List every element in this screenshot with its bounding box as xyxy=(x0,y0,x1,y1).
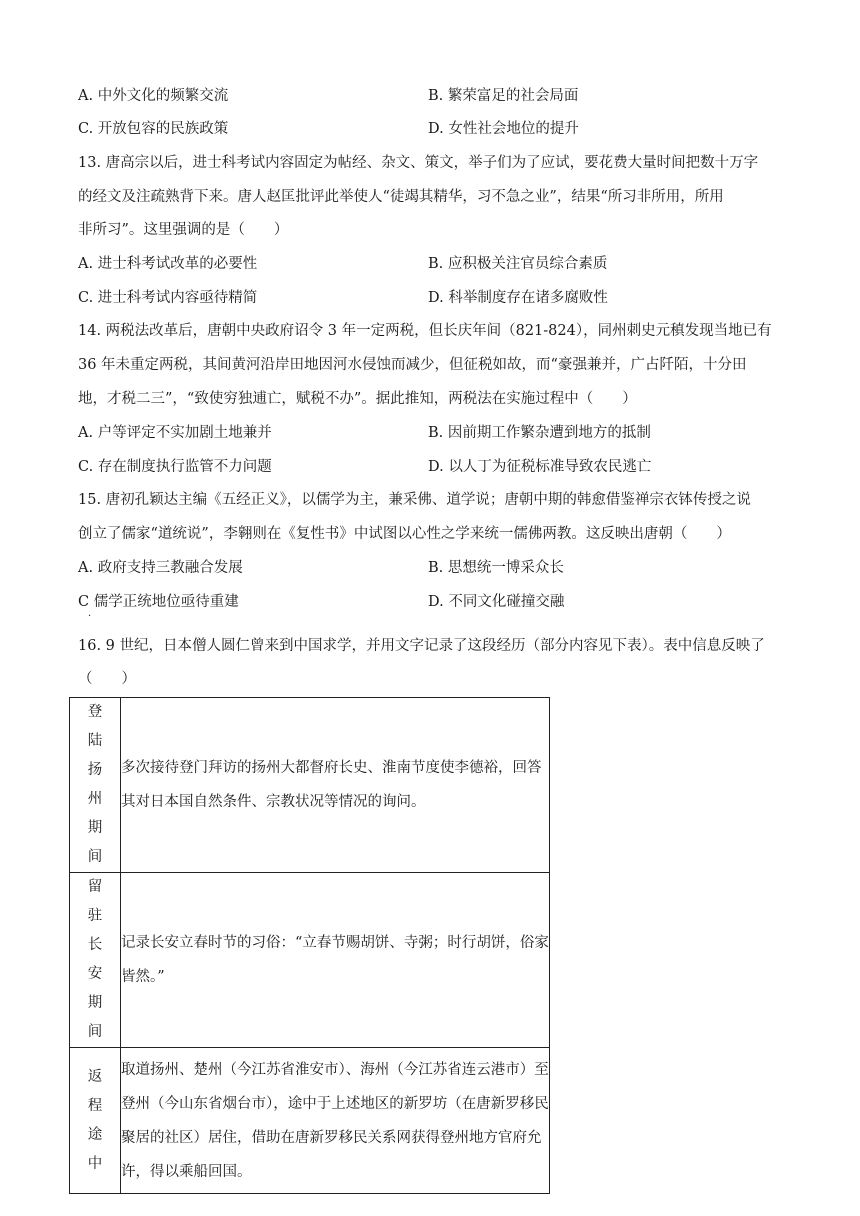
q12-option-c[interactable]: C. 开放包容的民族政策 xyxy=(78,121,229,137)
q16-stem-line-1: 16. 9 世纪，日本僧人圆仁曾来到中国求学，并用文字记录了这段经历（部分内容见下表）。表中信息反映了 xyxy=(78,638,765,654)
q14-stem-line-3: 地，才税二三”，“致使穷独逋亡，赋税不办”。据此推知，两税法在实施过程中（ ） xyxy=(78,391,637,407)
table-row-content: 多次接待登门拜访的扬州大都督府长史、淮南节度使李德裕，回答其对日本国自然条件、宗教状况等情况的询问。 xyxy=(121,698,550,873)
q15-stem-line-2: 创立了儒家“道统说”，李翱则在《复性书》中试图以心性之学来统一儒佛两教。这反映出唐朝（ ） xyxy=(78,526,731,542)
q13-option-a[interactable]: A. 进士科考试改革的必要性 xyxy=(78,256,258,272)
table-row-content: 取道扬州、楚州（今江苏省淮安市）、海州（今江苏省连云港市）至登州（今山东省烟台市），途中于上述地区的新罗坊（在唐新罗移民聚居的社区）居住，借助在唐新罗移民关系网获得登州地方官府允许，得以乘船回国。 xyxy=(121,1048,550,1194)
q13-stem-line-1: 13. 唐高宗以后，进士科考试内容固定为帖经、杂文、策文，举子们为了应试，要花费大量时间把数十万字 xyxy=(78,155,759,171)
table-row-label: 留驻长安期间 xyxy=(70,873,121,1048)
q15-option-d[interactable]: D. 不同文化碰撞交融 xyxy=(428,594,565,610)
q13-option-c[interactable]: C. 进士科考试内容亟待精简 xyxy=(78,290,258,306)
q14-option-b[interactable]: B. 因前期工作繁杂遭到地方的抵制 xyxy=(428,425,651,441)
q16-stem-line-2: （ ） xyxy=(78,671,136,687)
q15-option-a[interactable]: A. 政府支持三教融合发展 xyxy=(78,560,243,576)
table-row xyxy=(70,873,550,1048)
table-row-label: 返程途中 xyxy=(70,1048,121,1194)
q15-option-b[interactable]: B. 思想统一博采众长 xyxy=(428,560,564,576)
q13-option-b[interactable]: B. 应积极关注官员综合素质 xyxy=(428,256,608,272)
table-row-content: 记录长安立春时节的习俗：“立春节赐胡饼、寺粥；时行胡饼，俗家皆然。” xyxy=(121,873,550,1048)
q12-option-b[interactable]: B. 繁荣富足的社会局面 xyxy=(428,88,579,104)
q14-stem-line-1: 14. 两税法改革后，唐朝中央政府诏令 3 年一定两税，但长庆年间（821-824），同州刺史元稹发现当地已有 xyxy=(78,323,772,339)
q13-stem-line-3: 非所习”。这里强调的是（ ） xyxy=(78,222,289,238)
table-row xyxy=(70,698,550,873)
q15-stem-line-1: 15. 唐初孔颖达主编《五经正义》，以儒学为主，兼采佛、道学说；唐朝中期的韩愈借鉴禅宗衣钵传授之说 xyxy=(78,492,751,508)
q13-stem-line-2: 的经文及注疏熟背下来。唐人赵匡批评此举使人“徒竭其精华，习不急之业”，结果“所习非所用，所用 xyxy=(78,189,724,205)
q13-option-d[interactable]: D. 科举制度存在诸多腐败性 xyxy=(428,290,608,306)
q15-option-c[interactable]: C 儒学正统地位亟待重建 xyxy=(78,594,239,610)
q14-option-a[interactable]: A. 户等评定不实加剧土地兼并 xyxy=(78,425,272,441)
q12-option-a[interactable]: A. 中外文化的频繁交流 xyxy=(78,88,229,104)
q14-option-d[interactable]: D. 以人丁为征税标准导致农民逃亡 xyxy=(428,459,652,475)
q14-option-c[interactable]: C. 存在制度执行监管不力问题 xyxy=(78,459,272,475)
stray-dot-mark: · xyxy=(88,611,92,622)
table-row xyxy=(70,1048,550,1194)
q14-stem-line-2: 36 年未重定两税，其间黄河沿岸田地因河水侵蚀而减少，但征税如故，而“豪强兼并，广占阡陌，十分田 xyxy=(78,357,747,373)
q12-option-d[interactable]: D. 女性社会地位的提升 xyxy=(428,121,579,137)
q16-info-table xyxy=(69,697,550,1194)
table-row-label: 登陆扬州期间 xyxy=(70,698,121,873)
